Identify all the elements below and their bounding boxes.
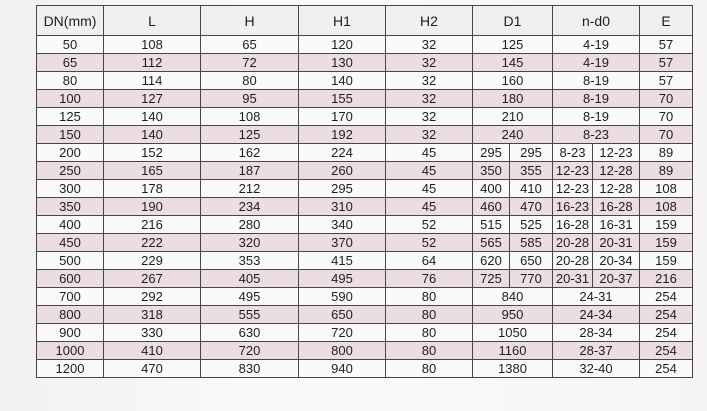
cell-l: 292 [104, 288, 201, 306]
cell-dn: 200 [37, 144, 104, 162]
cell-h1: 120 [299, 36, 386, 54]
cell-d1: 840 [473, 288, 553, 306]
cell-d1-a: 565 [473, 234, 510, 252]
cell-nd0-a: 8-23 [553, 144, 593, 162]
cell-d1: 160 [473, 72, 553, 90]
table-row [37, 54, 693, 72]
table-body [37, 36, 693, 378]
cell-d1-a: 350 [473, 162, 510, 180]
cell-nd0-a: 20-31 [553, 270, 593, 288]
cell-h2: 32 [386, 54, 473, 72]
table-row [37, 234, 693, 252]
cell-h1: 295 [299, 180, 386, 198]
cell-nd0-b: 12-28 [593, 180, 640, 198]
header-d1: D1 [473, 6, 553, 36]
table-row [37, 252, 693, 270]
cell-l: 178 [104, 180, 201, 198]
cell-e: 70 [640, 126, 693, 144]
cell-dn: 700 [37, 288, 104, 306]
cell-d1-b: 410 [510, 180, 553, 198]
header-h2: H2 [386, 6, 473, 36]
cell-h2: 80 [386, 360, 473, 378]
cell-h2: 32 [386, 72, 473, 90]
cell-dn: 125 [37, 108, 104, 126]
cell-nd0-b: 12-28 [593, 162, 640, 180]
cell-dn: 250 [37, 162, 104, 180]
cell-e: 254 [640, 288, 693, 306]
cell-nd0: 4-19 [553, 54, 640, 72]
cell-dn: 400 [37, 216, 104, 234]
cell-e: 254 [640, 342, 693, 360]
cell-h: 555 [201, 306, 299, 324]
cell-l: 114 [104, 72, 201, 90]
cell-d1-b: 770 [510, 270, 553, 288]
cell-h: 95 [201, 90, 299, 108]
cell-nd0-a: 12-23 [553, 180, 593, 198]
header-row [37, 6, 693, 36]
cell-d1-b: 295 [510, 144, 553, 162]
cell-e: 254 [640, 306, 693, 324]
cell-h1: 590 [299, 288, 386, 306]
cell-nd0: 8-19 [553, 108, 640, 126]
cell-h1: 140 [299, 72, 386, 90]
cell-e: 159 [640, 234, 693, 252]
cell-h1: 650 [299, 306, 386, 324]
cell-nd0-a: 20-28 [553, 252, 593, 270]
cell-nd0: 32-40 [553, 360, 640, 378]
cell-d1-a: 620 [473, 252, 510, 270]
dimension-table [36, 5, 693, 378]
cell-e: 108 [640, 180, 693, 198]
table-row [37, 360, 693, 378]
cell-d1: 145 [473, 54, 553, 72]
cell-l: 165 [104, 162, 201, 180]
cell-l: 410 [104, 342, 201, 360]
cell-d1-b: 355 [510, 162, 553, 180]
cell-d1: 1050 [473, 324, 553, 342]
cell-d1-b: 585 [510, 234, 553, 252]
cell-h: 187 [201, 162, 299, 180]
cell-d1-b: 470 [510, 198, 553, 216]
cell-l: 140 [104, 108, 201, 126]
cell-e: 216 [640, 270, 693, 288]
cell-nd0: 28-34 [553, 324, 640, 342]
cell-nd0: 8-23 [553, 126, 640, 144]
cell-nd0: 24-34 [553, 306, 640, 324]
header-h1: H1 [299, 6, 386, 36]
cell-nd0: 28-37 [553, 342, 640, 360]
cell-nd0-b: 16-31 [593, 216, 640, 234]
cell-nd0-a: 20-28 [553, 234, 593, 252]
table-row [37, 198, 693, 216]
cell-dn: 600 [37, 270, 104, 288]
cell-l: 216 [104, 216, 201, 234]
cell-h: 405 [201, 270, 299, 288]
table-row [37, 126, 693, 144]
cell-nd0: 4-19 [553, 36, 640, 54]
cell-d1-a: 400 [473, 180, 510, 198]
cell-dn: 150 [37, 126, 104, 144]
cell-h: 65 [201, 36, 299, 54]
cell-dn: 350 [37, 198, 104, 216]
header-l: L [104, 6, 201, 36]
cell-l: 190 [104, 198, 201, 216]
cell-h: 320 [201, 234, 299, 252]
cell-dn: 800 [37, 306, 104, 324]
cell-nd0-a: 16-23 [553, 198, 593, 216]
cell-d1: 240 [473, 126, 553, 144]
cell-dn: 1000 [37, 342, 104, 360]
table-row [37, 216, 693, 234]
cell-l: 267 [104, 270, 201, 288]
cell-d1-a: 295 [473, 144, 510, 162]
cell-e: 159 [640, 252, 693, 270]
cell-h2: 52 [386, 234, 473, 252]
cell-h2: 32 [386, 36, 473, 54]
cell-h1: 340 [299, 216, 386, 234]
cell-nd0-b: 20-34 [593, 252, 640, 270]
cell-e: 57 [640, 36, 693, 54]
table-row [37, 342, 693, 360]
header-h: H [201, 6, 299, 36]
table-row [37, 306, 693, 324]
cell-e: 70 [640, 108, 693, 126]
cell-l: 112 [104, 54, 201, 72]
cell-d1: 1380 [473, 360, 553, 378]
cell-d1-b: 650 [510, 252, 553, 270]
cell-e: 57 [640, 72, 693, 90]
table-row [37, 270, 693, 288]
table-row [37, 36, 693, 54]
cell-nd0: 24-31 [553, 288, 640, 306]
cell-h2: 80 [386, 288, 473, 306]
cell-h: 280 [201, 216, 299, 234]
table-row [37, 144, 693, 162]
cell-h2: 32 [386, 90, 473, 108]
table-row [37, 72, 693, 90]
header-dn: DN(mm) [37, 6, 104, 36]
cell-h: 162 [201, 144, 299, 162]
cell-h2: 80 [386, 342, 473, 360]
cell-h: 125 [201, 126, 299, 144]
cell-h1: 170 [299, 108, 386, 126]
cell-nd0: 8-19 [553, 72, 640, 90]
cell-l: 108 [104, 36, 201, 54]
cell-d1-b: 525 [510, 216, 553, 234]
cell-h2: 80 [386, 324, 473, 342]
cell-h: 108 [201, 108, 299, 126]
cell-h: 353 [201, 252, 299, 270]
cell-l: 140 [104, 126, 201, 144]
cell-h: 212 [201, 180, 299, 198]
table-row [37, 180, 693, 198]
cell-dn: 500 [37, 252, 104, 270]
cell-h2: 32 [386, 126, 473, 144]
cell-h2: 64 [386, 252, 473, 270]
cell-dn: 450 [37, 234, 104, 252]
cell-dn: 100 [37, 90, 104, 108]
cell-h: 72 [201, 54, 299, 72]
cell-nd0-a: 12-23 [553, 162, 593, 180]
cell-l: 229 [104, 252, 201, 270]
cell-h1: 495 [299, 270, 386, 288]
cell-h2: 45 [386, 180, 473, 198]
cell-h: 234 [201, 198, 299, 216]
cell-l: 152 [104, 144, 201, 162]
cell-h: 630 [201, 324, 299, 342]
cell-e: 89 [640, 144, 693, 162]
cell-e: 254 [640, 360, 693, 378]
cell-d1: 210 [473, 108, 553, 126]
cell-d1-a: 725 [473, 270, 510, 288]
cell-nd0-b: 12-23 [593, 144, 640, 162]
cell-d1-a: 460 [473, 198, 510, 216]
cell-h1: 800 [299, 342, 386, 360]
cell-l: 330 [104, 324, 201, 342]
table-row [37, 324, 693, 342]
cell-d1-a: 515 [473, 216, 510, 234]
cell-h1: 224 [299, 144, 386, 162]
cell-h: 495 [201, 288, 299, 306]
cell-h: 80 [201, 72, 299, 90]
cell-h1: 130 [299, 54, 386, 72]
cell-h2: 45 [386, 198, 473, 216]
cell-e: 254 [640, 324, 693, 342]
cell-e: 57 [640, 54, 693, 72]
cell-nd0-a: 16-28 [553, 216, 593, 234]
cell-l: 222 [104, 234, 201, 252]
cell-nd0-b: 20-37 [593, 270, 640, 288]
cell-h2: 45 [386, 144, 473, 162]
cell-h1: 720 [299, 324, 386, 342]
cell-h2: 80 [386, 306, 473, 324]
cell-dn: 50 [37, 36, 104, 54]
cell-e: 159 [640, 216, 693, 234]
cell-h2: 76 [386, 270, 473, 288]
cell-nd0-b: 20-31 [593, 234, 640, 252]
cell-nd0-b: 16-28 [593, 198, 640, 216]
header-nd0: n-d0 [553, 6, 640, 36]
cell-d1: 180 [473, 90, 553, 108]
cell-h1: 192 [299, 126, 386, 144]
cell-h2: 52 [386, 216, 473, 234]
cell-h1: 310 [299, 198, 386, 216]
cell-d1: 950 [473, 306, 553, 324]
cell-nd0: 8-19 [553, 90, 640, 108]
cell-e: 89 [640, 162, 693, 180]
cell-l: 127 [104, 90, 201, 108]
cell-h: 720 [201, 342, 299, 360]
cell-h: 830 [201, 360, 299, 378]
cell-dn: 300 [37, 180, 104, 198]
cell-h1: 155 [299, 90, 386, 108]
cell-l: 318 [104, 306, 201, 324]
cell-d1: 125 [473, 36, 553, 54]
cell-h1: 940 [299, 360, 386, 378]
cell-dn: 80 [37, 72, 104, 90]
cell-e: 70 [640, 90, 693, 108]
cell-dn: 1200 [37, 360, 104, 378]
table-row [37, 288, 693, 306]
table-row [37, 108, 693, 126]
cell-h1: 260 [299, 162, 386, 180]
cell-h1: 415 [299, 252, 386, 270]
cell-h2: 32 [386, 108, 473, 126]
cell-h2: 45 [386, 162, 473, 180]
cell-dn: 900 [37, 324, 104, 342]
header-e: E [640, 6, 693, 36]
cell-dn: 65 [37, 54, 104, 72]
table-row [37, 162, 693, 180]
cell-h1: 370 [299, 234, 386, 252]
cell-l: 470 [104, 360, 201, 378]
cell-d1: 1160 [473, 342, 553, 360]
cell-e: 108 [640, 198, 693, 216]
table-row [37, 90, 693, 108]
